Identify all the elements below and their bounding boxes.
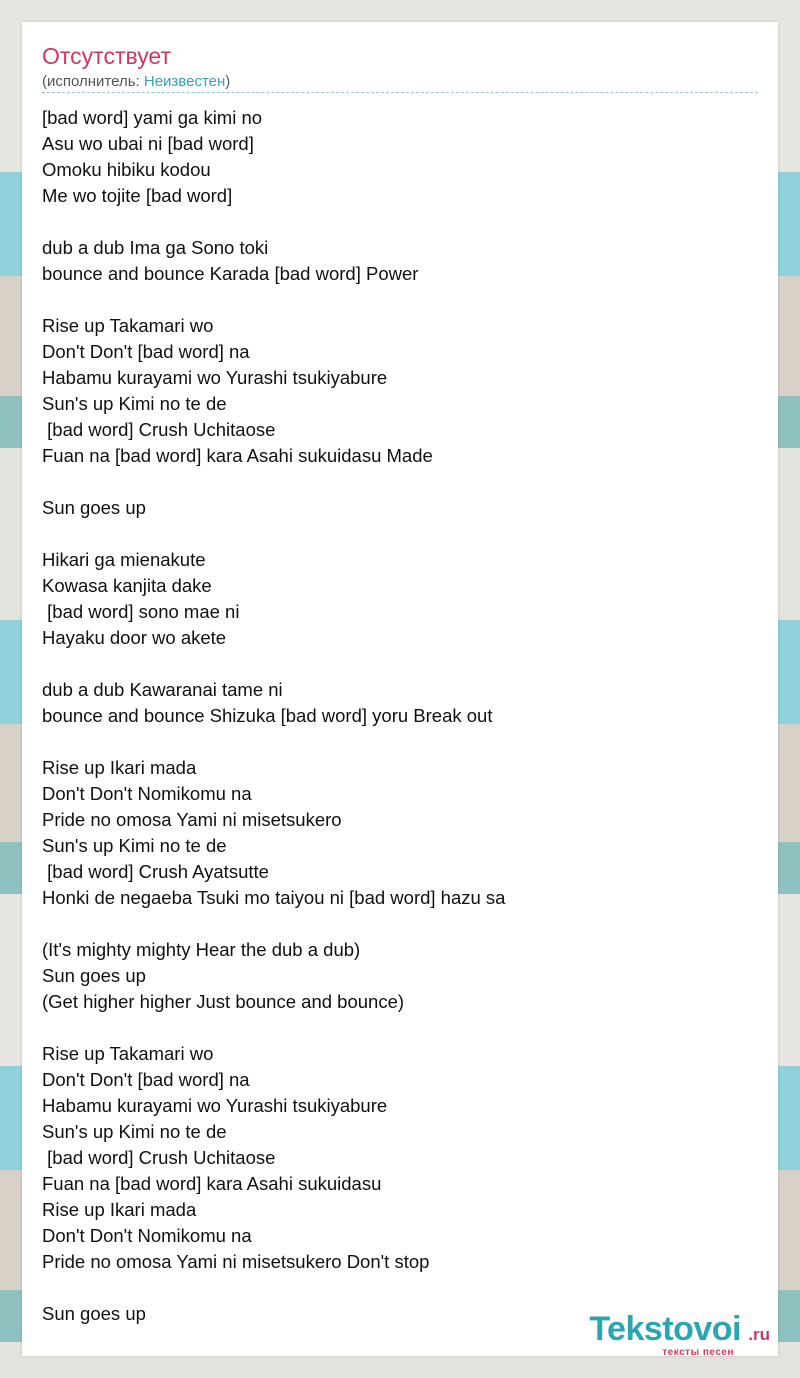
title-divider <box>42 92 758 93</box>
logo-tagline: тексты песен <box>662 1347 734 1358</box>
logo-wordmark: Tekstovoi <box>589 1310 741 1348</box>
artist-line <box>42 73 230 90</box>
logo-tld: .ru <box>748 1325 770 1344</box>
song-title: Отсутствует <box>42 43 171 69</box>
lyrics-card <box>22 22 778 1356</box>
artist-suffix: ) <box>225 73 231 90</box>
lyrics-text: [bad word] yami ga kimi no Asu wo ubai ni [bad word] Omoku hibiku kodou Me wo tojite [bad word] dub a dub Ima ga Sono toki bounce and bounce Karada [bad word] Power Rise up Takamari wo Don't Don't [bad word] na Habamu kurayami wo Yurashi tsukiyabure Sun's up Kimi no te de [bad word] Crush Uchitaose Fuan na [bad word] kara Asahi sukuidasu Made Sun goes up Hikari ga mienakute Kowasa kanjita dake [bad word] sono mae ni Hayaku door wo akete dub a dub Kawaranai tame ni bounce and bounce Shizuka [bad word] yoru Break out Rise up Ikari mada Don't Don't Nomikomu na Pride no omosa Yami ni misetsukero Sun's up Kimi no te de [bad word] Crush Ayatsutte Honki de negaeba Tsuki mo taiyou ni [bad word] hazu sa (It's mighty mighty Hear the dub a dub) Sun goes up (Get higher higher Just bounce and bounce) Rise up Takamari wo Don't Don't [bad word] na Habamu kurayami wo Yurashi tsukiyabure Sun's up Kimi no te de [bad word] Crush Uchitaose Fuan na [bad word] kara Asahi sukuidasu Rise up Ikari mada Don't Don't Nomikomu na Pride no omosa Yami ni misetsukero Don't stop Sun goes up <box>42 107 506 1324</box>
site-logo[interactable] <box>560 1310 770 1358</box>
artist-link[interactable]: Неизвестен <box>143 73 226 90</box>
artist-prefix: (исполнитель: <box>42 73 144 90</box>
